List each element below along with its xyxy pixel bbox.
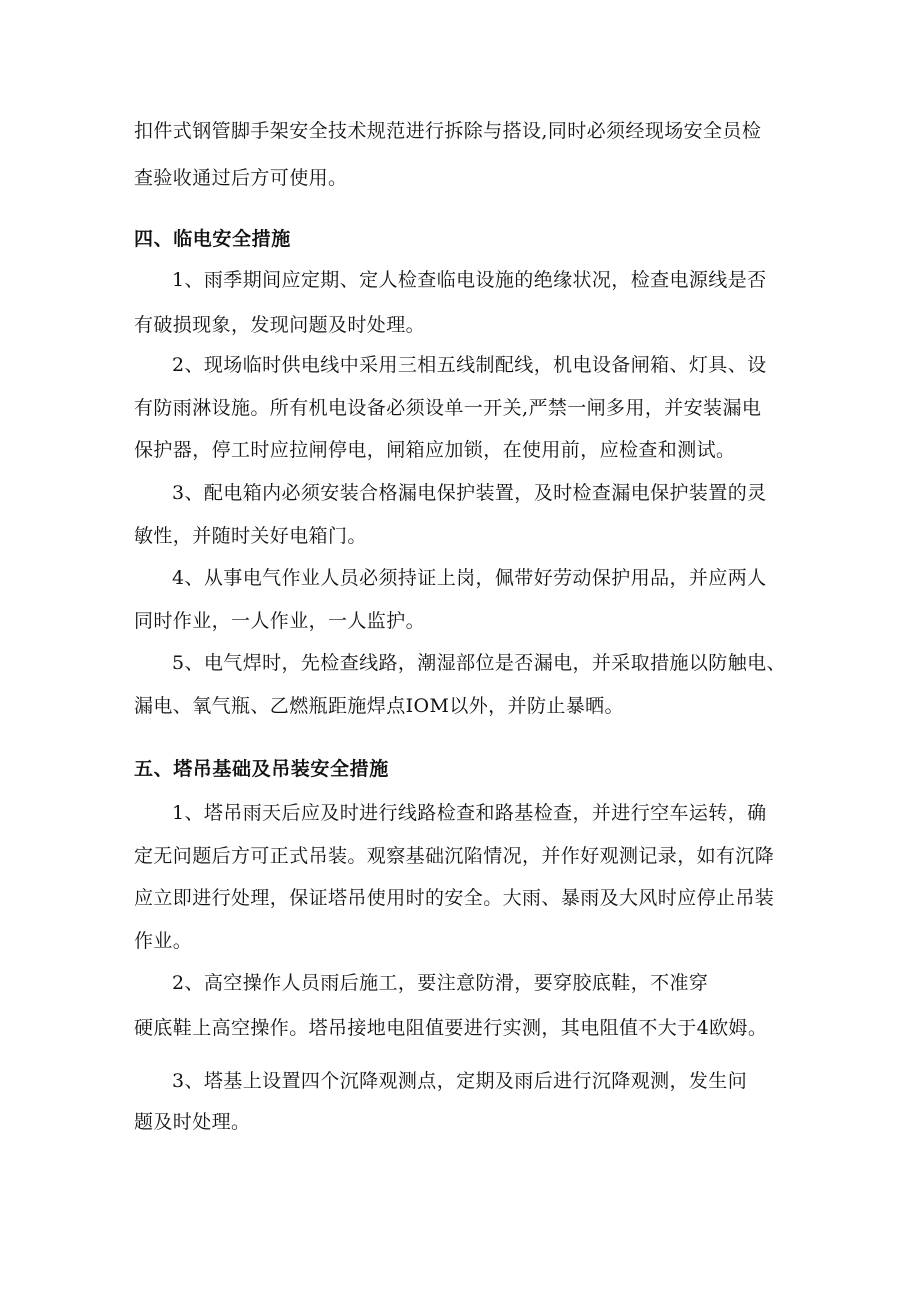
s5-item2-line2: 硬底鞋上高空操作。塔吊接地电阻值要进行实测，其电阻值不大于4欧姆。 — [134, 1017, 768, 1039]
s4-item1-line1: 1、雨季期间应定期、定人检查临电设施的绝缘状况，检查电源线是否 — [172, 269, 767, 291]
intro-line-2: 查验收通过后方可使用。 — [134, 167, 348, 189]
s4-item5-line2: 漏电、氧气瓶、乙燃瓶距施焊点IOM以外，并防止暴晒。 — [134, 695, 624, 717]
s4-item4-line1: 4、从事电气作业人员必须持证上岗，佩带好劳动保护用品，并应两人 — [172, 567, 767, 589]
s5-item2-line1: 2、高空操作人员雨后施工，要注意防滑，要穿胶底鞋，不准穿 — [172, 972, 709, 994]
s4-item3-line2: 敏性，并随时关好电箱门。 — [134, 525, 367, 547]
s5-item3-line1: 3、塔基上设置四个沉降观测点，定期及雨后进行沉降观测，发生问 — [172, 1070, 748, 1092]
s4-item2-line1: 2、现场临时供电线中采用三相五线制配线，机电设备闸箱、灯具、设 — [172, 354, 767, 376]
s4-item4-line2: 同时作业，一人作业，一人监护。 — [134, 610, 426, 632]
s5-item3-line2: 题及时处理。 — [134, 1111, 251, 1133]
s4-item2-line3: 保护器，停工时应拉闸停电，闸箱应加锁，在使用前，应检查和测试。 — [134, 439, 736, 461]
section-5-heading: 五、塔吊基础及吊装安全措施 — [134, 758, 389, 780]
s5-item1-line4: 作业。 — [134, 930, 193, 952]
s4-item5-line1: 5、电气焊时，先检查线路，潮湿部位是否漏电，并采取措施以防触电、 — [172, 652, 786, 674]
s4-item2-line2: 有防雨淋设施。所有机电设备必须设单一开关,严禁一闸多用，并安装漏电 — [134, 397, 762, 419]
s5-item1-line3: 应立即进行处理，保证塔吊使用时的安全。大雨、暴雨及大风时应停止吊装 — [134, 887, 775, 909]
section-4-heading: 四、临电安全措施 — [134, 228, 291, 250]
s4-item3-line1: 3、配电箱内必须安装合格漏电保护装置，及时检查漏电保护装置的灵 — [172, 482, 767, 504]
s5-item1-line1: 1、塔吊雨天后应及时进行线路检查和路基检查，并进行空车运转，确 — [172, 802, 767, 824]
intro-line-1: 扣件式钢管脚手架安全技术规范进行拆除与搭设,同时必须经现场安全员检 — [134, 120, 762, 142]
s5-item1-line2: 定无问题后方可正式吊装。观察基础沉陷情况，并作好观测记录，如有沉降 — [134, 845, 775, 867]
s4-item1-line2: 有破损现象，发现问题及时处理。 — [134, 314, 426, 336]
